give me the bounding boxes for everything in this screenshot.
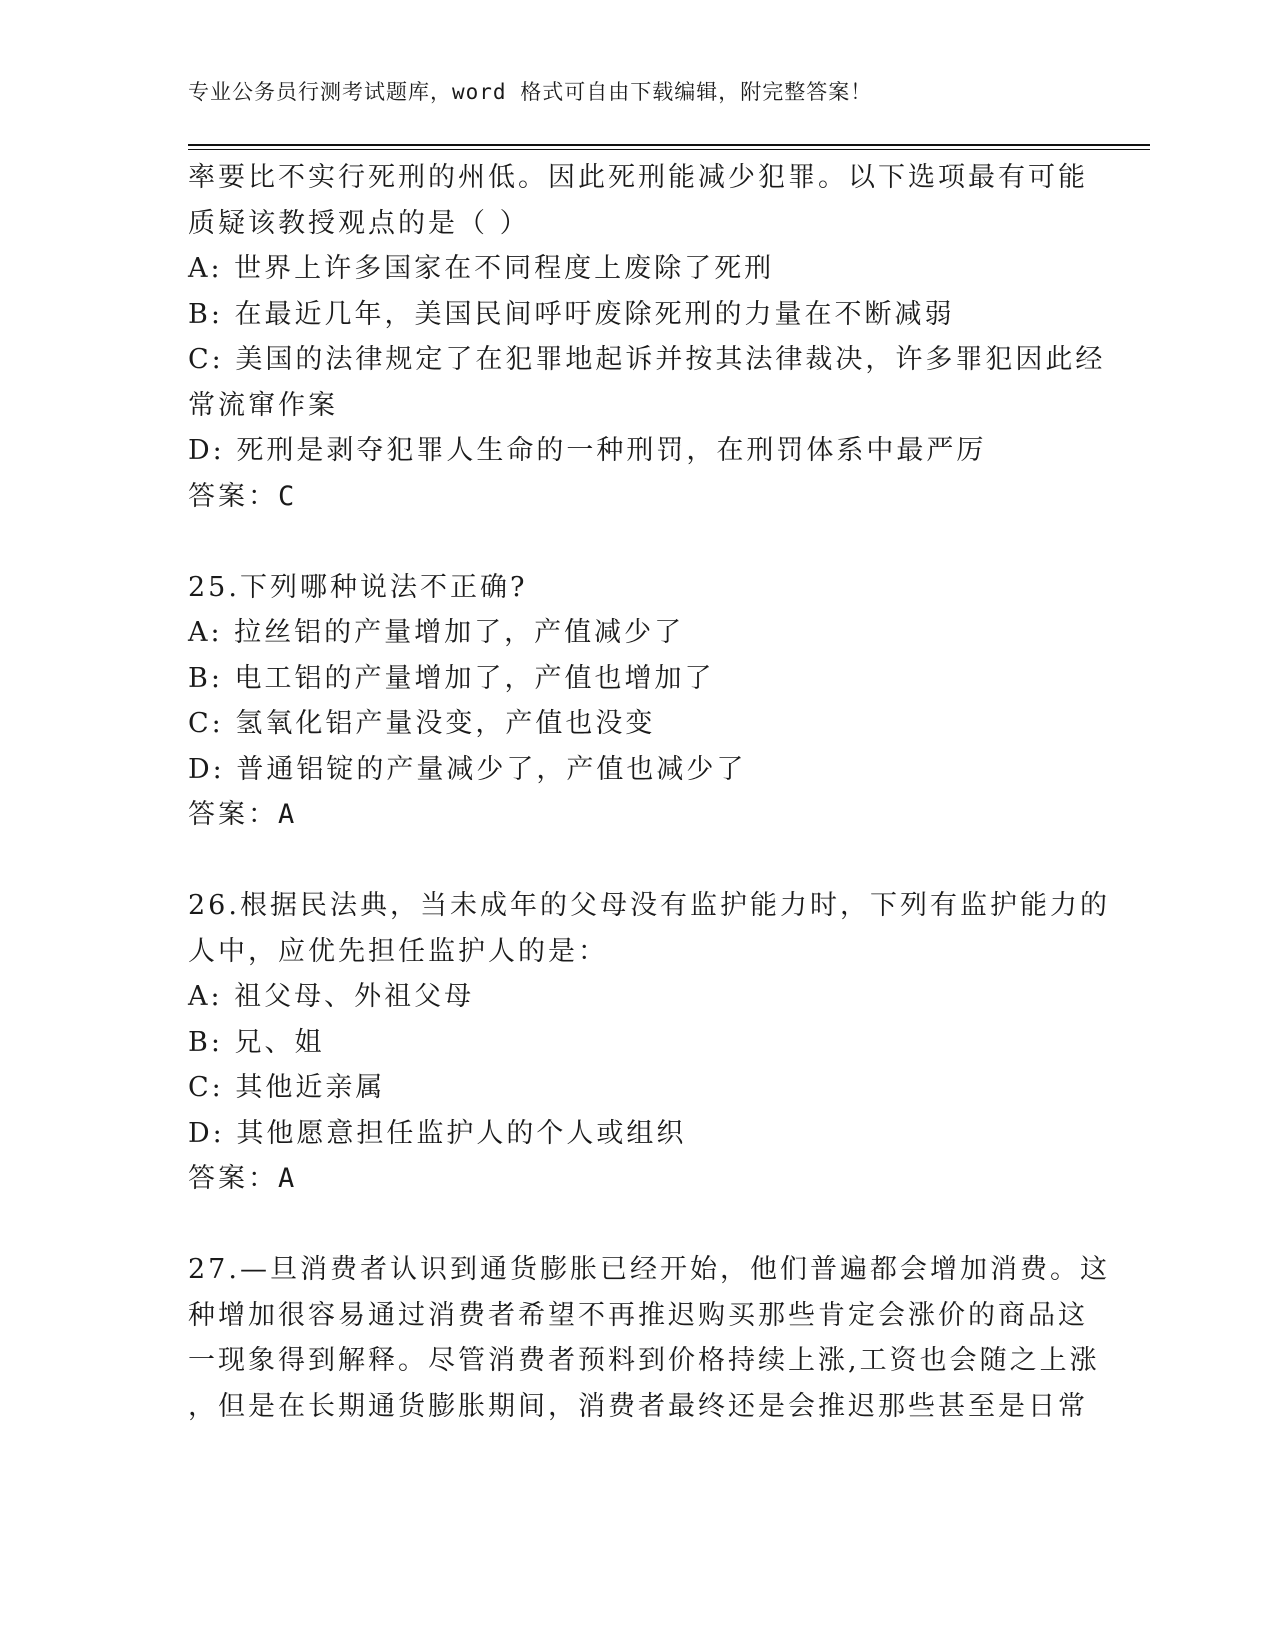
option-d: D: 其他愿意担任监护人的个人或组织 <box>188 1117 687 1149</box>
question-stem-line: ，但是在长期通货膨胀期间，消费者最终还是会推迟那些甚至是日常 <box>188 1390 1088 1422</box>
option-c: C: 其他近亲属 <box>188 1072 386 1103</box>
answer-value: C <box>278 480 298 512</box>
option-d: D: 死刑是剥夺犯罪人生命的一种刑罚，在刑罚体系中最严厉 <box>188 435 987 466</box>
document-body <box>188 155 1110 1429</box>
question-stem-line: 人中，应优先担任监护人的是： <box>188 935 608 967</box>
answer-label: 答案： <box>188 480 278 512</box>
answer-value: A <box>278 1163 298 1194</box>
answer-line <box>188 474 1088 520</box>
question-stem-line: 种增加很容易通过消费者希望不再推迟购买那些肯定会涨价的商品这 <box>188 1299 1088 1331</box>
answer-label: 答案： <box>188 799 278 830</box>
answer-line <box>188 1156 1088 1202</box>
question-stem-line: 一现象得到解释。尽管消费者预料到价格持续上涨,工资也会随之上涨 <box>188 1345 1100 1376</box>
question-24-continuation <box>188 155 1106 519</box>
option-b: B: 在最近几年，美国民间呼吁废除死刑的力量在不断减弱 <box>188 298 955 330</box>
question-stem-line: 27.—旦消费者认识到通货膨胀已经开始，他们普遍都会增加消费。这 <box>188 1254 1110 1285</box>
question-stem-line: 25.下列哪种说法不正确? <box>188 571 528 603</box>
page-header: 专业公务员行测考试题库，word 格式可自由下载编辑，附完整答案！ <box>188 80 873 104</box>
option-b: B: 兄、姐 <box>188 1026 325 1058</box>
answer-label: 答案： <box>188 1163 278 1194</box>
question-25 <box>188 565 1088 838</box>
question-stem-line: 26.根据民法典，当未成年的父母没有监护能力时，下列有监护能力的 <box>188 890 1110 921</box>
option-c: C: 氢氧化铝产量没变，产值也没变 <box>188 708 656 739</box>
option-a: A: 拉丝铝的产量增加了，产值减少了 <box>188 617 685 648</box>
answer-line <box>188 792 1088 838</box>
answer-value: A <box>278 799 298 830</box>
question-stem-line: 质疑该教授观点的是（ ） <box>188 207 530 239</box>
option-d: D: 普通铝锭的产量减少了，产值也减少了 <box>188 753 747 785</box>
question-27 <box>188 1247 1110 1429</box>
option-c-continued: 常流窜作案 <box>188 389 338 421</box>
option-b: B: 电工铝的产量增加了，产值也增加了 <box>188 662 715 694</box>
option-a: A: 世界上许多国家在不同程度上废除了死刑 <box>188 253 775 284</box>
question-26 <box>188 883 1110 1202</box>
header-rule-thin <box>188 149 1150 150</box>
header-rule-thick <box>188 144 1150 146</box>
option-a: A: 祖父母、外祖父母 <box>188 981 475 1012</box>
question-stem-line: 率要比不实行死刑的州低。因此死刑能减少犯罪。以下选项最有可能 <box>188 162 1088 193</box>
option-c: C: 美国的法律规定了在犯罪地起诉并按其法律裁决，许多罪犯因此经 <box>188 344 1106 375</box>
